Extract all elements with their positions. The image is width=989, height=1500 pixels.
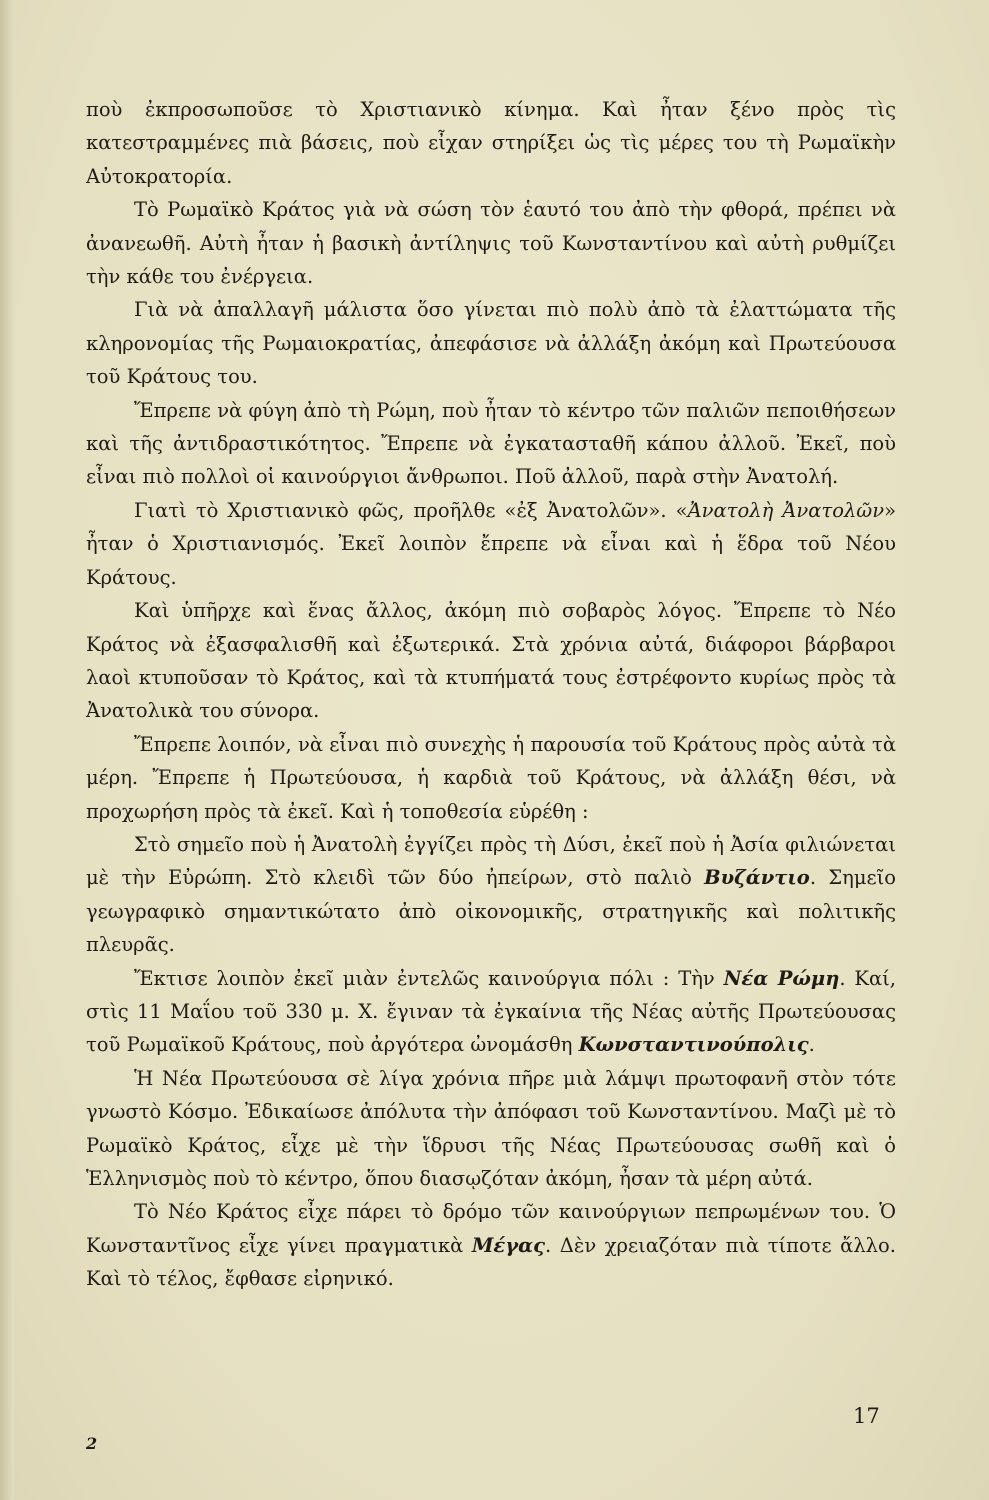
text-run: Στὸ σημεῖο ποὺ ἡ Ἀνατολὴ ἐγγίζει πρὸς τὴ Δύσι, ἐκεῖ ποὺ ἡ Ἀσία φιλιώνεται μὲ τὴν Εὐρώπη. Στὸ κλειδὶ τῶν δύο ἠπείρων, στὸ παλιὸ: [86, 832, 896, 890]
paragraph-9: [86, 962, 896, 1062]
paragraph-11: [86, 1195, 896, 1295]
paragraph-3: [86, 293, 896, 393]
paragraph-8: [86, 828, 896, 962]
body-text: [86, 93, 896, 1296]
paragraph-6: [86, 594, 896, 728]
page-number: 17: [853, 1404, 880, 1428]
text-run: Ἔκτισε λοιπὸν ἐκεῖ μιὰν ἐντελῶς καινούργια πόλι : Τὴν: [134, 966, 724, 990]
paragraph-5: [86, 494, 896, 594]
text-run: Ἔπρεπε νὰ φύγη ἀπὸ τὴ Ρώμη, ποὺ ἦταν τὸ κέντρο τῶν παλιῶν πεποιθήσεων καὶ τῆς ἀντιδραστικότητος. Ἔπρεπε νὰ ἐγκατασταθῆ κάπου ἀλλοῦ. Ἐκεῖ, ποὺ εἶναι πιὸ πολλοὶ οἱ καινούργιοι ἄνθρωποι. Ποῦ ἀλλοῦ, παρὰ στὴν Ἀνατολή.: [86, 398, 896, 489]
signature-mark: 2: [86, 1434, 98, 1453]
text-run: Τὸ Νέο Κράτος εἶχε πάρει τὸ δρόμο τῶν καινούργιων πεπρωμένων του. Ὁ Κωνσταντῖνος εἶχε γίνει πραγματικὰ: [86, 1200, 896, 1257]
page-binding-edge: [0, 0, 14, 1500]
text-run: Ἔπρεπε λοιπόν, νὰ εἶναι πιὸ συνεχὴς ἡ παρουσία τοῦ Κράτους πρὸς αὐτὰ τὰ μέρη. Ἔπρεπε ἡ Πρωτεύουσα, ἡ καρδιὰ τοῦ Κράτους, νὰ ἀλλάξη θέσι, νὰ προχωρήση πρὸς τὰ ἐκεῖ. Καὶ ἡ τοποθεσία εὑρέθη :: [86, 732, 896, 823]
emphasis-text: Νέα Ρώμη: [723, 966, 840, 990]
text-run: Καὶ ὑπῆρχε καὶ ἕνας ἄλλος, ἀκόμη πιὸ σοβαρὸς λόγος. Ἔπρεπε τὸ Νέο Κράτος νὰ ἐξασφαλισθῆ καὶ ἐξωτερικά. Στὰ χρόνια αὐτά, διάφοροι βάρβαροι λαοὶ κτυποῦσαν τὸ Κράτος, καὶ τὰ κτυπήματά τους ἐστρέφοντο κυρίως πρὸς τὰ Ἀνατολικὰ του σύνορα.: [86, 599, 896, 723]
paragraph-1: [86, 93, 896, 193]
paragraph-10: [86, 1062, 896, 1196]
text-run: .: [808, 1033, 815, 1057]
emphasis-text: Βυζάντιο: [704, 866, 810, 890]
text-run: Ἡ Νέα Πρωτεύουσα σὲ λίγα χρόνια πῆρε μιὰ λάμψι πρωτοφανῆ στὸν τότε γνωστὸ Κόσμο. Ἐδικαίωσε ἀπόλυτα τὴν ἀπόφασι τοῦ Κωνσταντίνου. Μαζὶ μὲ τὸ Ρωμαϊκὸ Κράτος, εἶχε μὲ τὴν ἵδρυσι τῆς Νέας Πρωτεύουσας σωθῆ καὶ ὁ Ἑλληνισμὸς ποὺ τὸ κέντρο, ὅπου διασῳζόταν ἀκόμη, ἦσαν τὰ μέρη αὐτά.: [86, 1066, 896, 1190]
text-run: . Δὲν χρειαζόταν πιὰ τίποτε ἄλλο. Καὶ τὸ τέλος, ἔφθασε εἰρηνικό.: [86, 1233, 896, 1291]
text-run: Γιὰ νὰ ἀπαλλαγῆ μάλιστα ὅσο γίνεται πιὸ πολὺ ἀπὸ τὰ ἐλαττώματα τῆς κληρονομίας τῆς Ρωμαιοκρατίας, ἀπεφάσισε νὰ ἀλλάξη ἀκόμη καὶ Πρωτεύουσα τοῦ Κράτους του.: [86, 298, 896, 389]
emphasis-text: Ἀνατολὴ Ἀνατολῶν: [687, 498, 885, 522]
text-run: » ἦταν ὁ Χριστιανισμός. Ἐκεῖ λοιπὸν ἔπρεπε νὰ εἶναι καὶ ἡ ἕδρα τοῦ Νέου Κράτους.: [86, 498, 896, 589]
paragraph-4: [86, 394, 896, 494]
paragraph-2: [86, 193, 896, 293]
text-run: . Καί, στὶς 11 Μαΐου τοῦ 330 μ. Χ. ἔγιναν τὰ ἐγκαίνια τῆς Νέας αὐτῆς Πρωτεύουσας τοῦ Ρωμαϊκοῦ Κράτους, ποὺ ἀργότερα ὠνομάσθη: [86, 966, 896, 1057]
text-run: ποὺ ἐκπροσωποῦσε τὸ Χριστιανικὸ κίνημα. Καὶ ἦταν ξένο πρὸς τὶς κατεστραμμένες πιὰ βάσεις, ποὺ εἶχαν στηρίξει ὡς τὶς μέρες του τὴ Ρωμαϊκὴν Αὐτοκρατορία.: [86, 98, 896, 188]
text-run: Τὸ Ρωμαϊκὸ Κράτος γιὰ νὰ σώση τὸν ἑαυτό του ἀπὸ τὴν φθορά, πρέπει νὰ ἀνανεωθῆ. Αὐτὴ ἦταν ἡ βασικὴ ἀντίληψις τοῦ Κωνσταντίνου καὶ αὐτὴ ρυθμίζει τὴν κάθε του ἐνέργεια.: [86, 198, 896, 289]
emphasis-text: Κωνσταντινούπολις: [578, 1033, 809, 1057]
paragraph-7: [86, 728, 896, 828]
emphasis-text: Μέγας: [471, 1233, 546, 1257]
text-run: . Σημεῖο γεωγραφικὸ σημαντικώτατο ἀπὸ οἰκονομικῆς, στρατηγικῆς καὶ πολιτικῆς πλευρᾶς.: [86, 866, 897, 957]
text-run: Γιατὶ τὸ Χριστιανικὸ φῶς, προῆλθε «ἐξ Ἀνατολῶν». «: [134, 498, 688, 522]
